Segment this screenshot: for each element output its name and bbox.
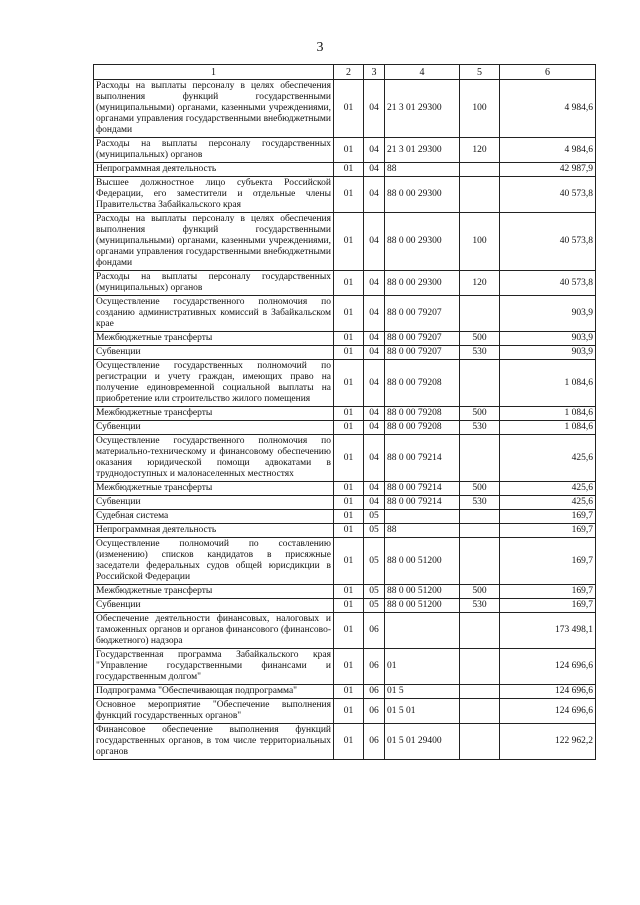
row-expense-type-cell: 120 (460, 138, 500, 163)
row-expense-type-cell (460, 699, 500, 724)
row-amount-cell: 903,9 (500, 332, 596, 346)
row-section-cell: 01 (334, 585, 364, 599)
row-subsection-cell: 06 (364, 649, 385, 685)
row-expense-type-cell: 100 (460, 80, 500, 138)
row-name-cell: Осуществление полномочий по составлению (изменению) списков кандидатов в присяжные заседатели федеральных судов общей юрисдикции в Российской Федерации (94, 538, 334, 585)
header-cell: 4 (385, 65, 460, 80)
table-row (94, 482, 596, 496)
row-expense-type-cell (460, 685, 500, 699)
row-name-cell: Субвенции (94, 346, 334, 360)
row-subsection-cell: 04 (364, 163, 385, 177)
row-section-cell: 01 (334, 138, 364, 163)
table-row (94, 80, 596, 138)
row-amount-cell: 122 962,2 (500, 724, 596, 760)
row-name-cell: Непрограммная деятельность (94, 163, 334, 177)
row-target-article-cell: 01 5 (385, 685, 460, 699)
table-row (94, 407, 596, 421)
row-subsection-cell: 04 (364, 296, 385, 332)
table-row (94, 538, 596, 585)
table-row (94, 163, 596, 177)
row-target-article-cell: 88 0 00 79207 (385, 296, 460, 332)
row-target-article-cell: 88 0 00 79207 (385, 332, 460, 346)
row-expense-type-cell: 530 (460, 496, 500, 510)
table-header-row (94, 65, 596, 80)
table-row (94, 613, 596, 649)
row-expense-type-cell: 530 (460, 421, 500, 435)
table-row (94, 296, 596, 332)
row-name-cell: Расходы на выплаты персоналу в целях обеспечения выполнения функций государственными (муниципальными) органами, казенными учреждениями, органами управления государственными внебюджетными фондами (94, 213, 334, 271)
row-name-cell: Расходы на выплаты персоналу государственных (муниципальных) органов (94, 271, 334, 296)
row-name-cell: Субвенции (94, 421, 334, 435)
header-cell: 1 (94, 65, 334, 80)
table-row (94, 699, 596, 724)
row-target-article-cell: 88 0 00 29300 (385, 177, 460, 213)
row-name-cell: Межбюджетные трансферты (94, 585, 334, 599)
table-row (94, 177, 596, 213)
row-name-cell: Межбюджетные трансферты (94, 482, 334, 496)
row-subsection-cell: 04 (364, 213, 385, 271)
row-amount-cell: 40 573,8 (500, 271, 596, 296)
row-name-cell: Межбюджетные трансферты (94, 407, 334, 421)
row-target-article-cell: 88 0 00 79214 (385, 482, 460, 496)
table-row (94, 510, 596, 524)
row-subsection-cell: 04 (364, 332, 385, 346)
row-target-article-cell: 88 (385, 163, 460, 177)
header-cell: 3 (364, 65, 385, 80)
row-amount-cell: 169,7 (500, 524, 596, 538)
table-row (94, 271, 596, 296)
row-expense-type-cell (460, 524, 500, 538)
table-row (94, 421, 596, 435)
row-expense-type-cell (460, 177, 500, 213)
row-name-cell: Подпрограмма "Обеспечивающая подпрограмма" (94, 685, 334, 699)
row-amount-cell: 40 573,8 (500, 213, 596, 271)
row-name-cell: Субвенции (94, 599, 334, 613)
table-row (94, 649, 596, 685)
row-amount-cell: 425,6 (500, 482, 596, 496)
row-subsection-cell: 06 (364, 699, 385, 724)
row-section-cell: 01 (334, 332, 364, 346)
row-name-cell: Обеспечение деятельности финансовых, налоговых и таможенных органов и органов финансового (финансово-бюджетного) надзора (94, 613, 334, 649)
row-amount-cell: 169,7 (500, 585, 596, 599)
row-section-cell: 01 (334, 482, 364, 496)
row-subsection-cell: 04 (364, 271, 385, 296)
row-expense-type-cell: 530 (460, 346, 500, 360)
row-expense-type-cell (460, 163, 500, 177)
row-name-cell: Осуществление государственного полномочия по материально-техническому и финансовому обеспечению оказания юридической помощи адвокатами в труднодоступных и малонаселенных местностях (94, 435, 334, 482)
table-row (94, 496, 596, 510)
row-amount-cell: 425,6 (500, 435, 596, 482)
row-target-article-cell: 88 0 00 51200 (385, 585, 460, 599)
row-section-cell: 01 (334, 599, 364, 613)
row-amount-cell: 425,6 (500, 496, 596, 510)
table-row (94, 585, 596, 599)
row-expense-type-cell (460, 510, 500, 524)
row-section-cell: 01 (334, 271, 364, 296)
row-amount-cell: 124 696,6 (500, 649, 596, 685)
row-subsection-cell: 04 (364, 482, 385, 496)
row-amount-cell: 1 084,6 (500, 407, 596, 421)
table-row (94, 332, 596, 346)
row-expense-type-cell (460, 649, 500, 685)
row-amount-cell: 1 084,6 (500, 360, 596, 407)
row-target-article-cell: 88 0 00 79214 (385, 496, 460, 510)
row-section-cell: 01 (334, 538, 364, 585)
row-section-cell: 01 (334, 649, 364, 685)
row-subsection-cell: 06 (364, 724, 385, 760)
row-target-article-cell: 01 5 01 (385, 699, 460, 724)
row-section-cell: 01 (334, 346, 364, 360)
row-section-cell: 01 (334, 177, 364, 213)
row-section-cell: 01 (334, 163, 364, 177)
row-name-cell: Осуществление государственного полномочия по созданию административных комиссий в Забайкальском крае (94, 296, 334, 332)
header-cell: 5 (460, 65, 500, 80)
row-target-article-cell: 88 0 00 79207 (385, 346, 460, 360)
row-amount-cell: 124 696,6 (500, 685, 596, 699)
row-section-cell: 01 (334, 407, 364, 421)
row-section-cell: 01 (334, 724, 364, 760)
row-name-cell: Непрограммная деятельность (94, 524, 334, 538)
row-section-cell: 01 (334, 510, 364, 524)
row-subsection-cell: 04 (364, 421, 385, 435)
row-target-article-cell: 01 5 01 29400 (385, 724, 460, 760)
row-section-cell: 01 (334, 524, 364, 538)
row-subsection-cell: 05 (364, 585, 385, 599)
row-target-article-cell: 88 0 00 79208 (385, 360, 460, 407)
table-row (94, 435, 596, 482)
row-name-cell: Судебная система (94, 510, 334, 524)
row-subsection-cell: 04 (364, 435, 385, 482)
table-row (94, 599, 596, 613)
row-section-cell: 01 (334, 435, 364, 482)
row-target-article-cell: 21 3 01 29300 (385, 138, 460, 163)
row-amount-cell: 173 498,1 (500, 613, 596, 649)
row-target-article-cell: 01 (385, 649, 460, 685)
row-amount-cell: 40 573,8 (500, 177, 596, 213)
row-expense-type-cell: 500 (460, 332, 500, 346)
row-expense-type-cell: 500 (460, 482, 500, 496)
row-target-article-cell (385, 510, 460, 524)
row-target-article-cell: 21 3 01 29300 (385, 80, 460, 138)
row-amount-cell: 169,7 (500, 510, 596, 524)
row-subsection-cell: 04 (364, 346, 385, 360)
row-subsection-cell: 04 (364, 496, 385, 510)
table-row (94, 346, 596, 360)
row-subsection-cell: 04 (364, 80, 385, 138)
row-expense-type-cell: 530 (460, 599, 500, 613)
table-row (94, 138, 596, 163)
table-row (94, 524, 596, 538)
row-target-article-cell (385, 613, 460, 649)
row-subsection-cell: 05 (364, 524, 385, 538)
row-name-cell: Государственная программа Забайкальского края "Управление государственными финансами и государственным долгом" (94, 649, 334, 685)
row-section-cell: 01 (334, 80, 364, 138)
row-subsection-cell: 05 (364, 538, 385, 585)
row-name-cell: Осуществление государственных полномочий по регистрации и учету граждан, имеющих право на получение единовременной социальной выплаты на приобретение или строительство жилого помещения (94, 360, 334, 407)
row-subsection-cell: 05 (364, 599, 385, 613)
row-name-cell: Основное мероприятие "Обеспечение выполнения функций государственных органов" (94, 699, 334, 724)
row-amount-cell: 4 984,6 (500, 138, 596, 163)
row-section-cell: 01 (334, 360, 364, 407)
table-row (94, 213, 596, 271)
row-expense-type-cell (460, 296, 500, 332)
table-row (94, 360, 596, 407)
row-amount-cell: 903,9 (500, 296, 596, 332)
header-cell: 6 (500, 65, 596, 80)
row-expense-type-cell (460, 360, 500, 407)
row-expense-type-cell (460, 435, 500, 482)
row-subsection-cell: 04 (364, 407, 385, 421)
row-amount-cell: 169,7 (500, 599, 596, 613)
row-section-cell: 01 (334, 699, 364, 724)
row-name-cell: Финансовое обеспечение выполнения функций государственных органов, в том числе территориальных органов (94, 724, 334, 760)
row-amount-cell: 1 084,6 (500, 421, 596, 435)
row-section-cell: 01 (334, 685, 364, 699)
row-target-article-cell: 88 0 00 79208 (385, 407, 460, 421)
table-row (94, 724, 596, 760)
row-target-article-cell: 88 0 00 29300 (385, 271, 460, 296)
row-target-article-cell: 88 0 00 51200 (385, 538, 460, 585)
row-section-cell: 01 (334, 613, 364, 649)
row-expense-type-cell: 500 (460, 407, 500, 421)
row-section-cell: 01 (334, 421, 364, 435)
row-target-article-cell: 88 (385, 524, 460, 538)
row-subsection-cell: 04 (364, 177, 385, 213)
row-expense-type-cell (460, 724, 500, 760)
header-cell: 2 (334, 65, 364, 80)
row-section-cell: 01 (334, 213, 364, 271)
row-expense-type-cell: 500 (460, 585, 500, 599)
row-amount-cell: 124 696,6 (500, 699, 596, 724)
row-target-article-cell: 88 0 00 79214 (385, 435, 460, 482)
row-name-cell: Межбюджетные трансферты (94, 332, 334, 346)
page-number: 3 (316, 40, 324, 55)
row-amount-cell: 903,9 (500, 346, 596, 360)
table-row (94, 685, 596, 699)
row-amount-cell: 4 984,6 (500, 80, 596, 138)
row-subsection-cell: 05 (364, 510, 385, 524)
row-expense-type-cell: 120 (460, 271, 500, 296)
row-expense-type-cell (460, 613, 500, 649)
row-name-cell: Высшее должностное лицо субъекта Российской Федерации, его заместители и отдельные члены Правительства Забайкальского края (94, 177, 334, 213)
row-amount-cell: 169,7 (500, 538, 596, 585)
row-target-article-cell: 88 0 00 51200 (385, 599, 460, 613)
row-section-cell: 01 (334, 496, 364, 510)
row-name-cell: Субвенции (94, 496, 334, 510)
row-subsection-cell: 04 (364, 138, 385, 163)
row-section-cell: 01 (334, 296, 364, 332)
row-expense-type-cell: 100 (460, 213, 500, 271)
row-name-cell: Расходы на выплаты персоналу в целях обеспечения выполнения функций государственными (муниципальными) органами, казенными учреждениями, органами управления государственными внебюджетными фондами (94, 80, 334, 138)
row-target-article-cell: 88 0 00 79208 (385, 421, 460, 435)
row-name-cell: Расходы на выплаты персоналу государственных (муниципальных) органов (94, 138, 334, 163)
row-subsection-cell: 06 (364, 685, 385, 699)
row-expense-type-cell (460, 538, 500, 585)
row-subsection-cell: 04 (364, 360, 385, 407)
row-amount-cell: 42 987,9 (500, 163, 596, 177)
row-target-article-cell: 88 0 00 29300 (385, 213, 460, 271)
row-subsection-cell: 06 (364, 613, 385, 649)
budget-table (93, 64, 596, 760)
